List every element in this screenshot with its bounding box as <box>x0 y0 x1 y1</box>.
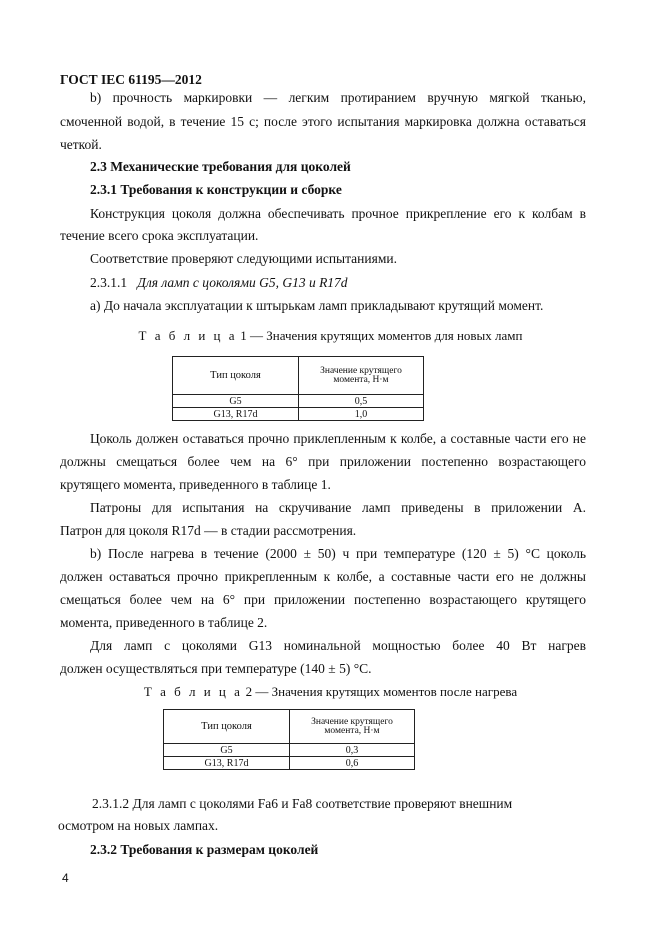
table-row <box>164 744 415 757</box>
paragraph-line: должен осуществляться при температуре (140 ± 5) °С. <box>60 661 372 676</box>
page-number: 4 <box>62 871 69 885</box>
paragraph-line: смещаться более чем на 6° при приложении постепенно возрастающего крутящего <box>60 592 586 607</box>
paragraph-line: b) прочность маркировки — легким протиранием вручную мягкой тканью, <box>90 90 586 105</box>
table1-header-value: Значение крутящего момента, Н·м <box>299 357 424 395</box>
clause-number: 2.3.1.1 <box>90 275 128 290</box>
table-row <box>173 408 424 421</box>
paragraph-line: Для ламп с цоколями G13 номинальной мощностью более 40 Вт нагрев <box>90 638 586 653</box>
paragraph-line: Соответствие проверяют следующими испытаниями. <box>90 251 397 266</box>
paragraph-line: должны смещаться более чем на 6° при приложении постепенно возрастающего <box>60 454 586 469</box>
table2 <box>163 709 415 770</box>
table2-cell-value: 0,3 <box>290 744 415 757</box>
table2-label: Т а б л и ц а <box>143 684 243 699</box>
table-row <box>173 395 424 408</box>
paragraph-line: смоченной водой, в течение 15 с; после этого испытания маркировка должна оставаться <box>60 114 586 129</box>
table2-title <box>0 684 661 700</box>
table1-header-type: Тип цоколя <box>173 357 299 395</box>
table1-label: Т а б л и ц а <box>138 328 238 343</box>
paragraph-line: 2.3.1.2 Для ламп с цоколями Fa6 и Fa8 соответствие проверяют внешним <box>92 796 513 811</box>
paragraph-line: осмотром на новых лампах. <box>58 818 219 833</box>
paragraph-line: должен оставаться прочно прикрепленным к колбе, а составные части его не должны <box>60 569 586 584</box>
paragraph-line: четкой. <box>60 137 102 152</box>
table2-cell-value: 0,6 <box>290 757 415 770</box>
clause-heading <box>90 274 586 292</box>
paragraph-line: Цоколь должен оставаться прочно приклепленным к колбе, а составные части его не <box>90 431 586 446</box>
table1-cell-type: G5 <box>173 395 299 408</box>
table1-cell-value: 0,5 <box>299 395 424 408</box>
table-row <box>164 757 415 770</box>
paragraph-line: b) После нагрева в течение (2000 ± 50) ч при температуре (120 ± 5) °С цоколь <box>90 546 586 561</box>
paragraph-line: течение всего срока эксплуатации. <box>60 228 259 243</box>
table1-title <box>0 328 661 344</box>
table1 <box>172 356 424 421</box>
table1-cell-value: 1,0 <box>299 408 424 421</box>
table2-caption: 2 — Значения крутящих моментов после нагрева <box>242 684 518 699</box>
table1-caption: 1 — Значения крутящих моментов для новых ламп <box>237 328 523 343</box>
subsection-heading: 2.3.1 Требования к конструкции и сборке <box>90 182 342 197</box>
paragraph-line: момента, приведенного в таблице 2. <box>60 615 268 630</box>
table2-header-value: Значение крутящего момента, Н·м <box>290 710 415 744</box>
section-heading: 2.3 Механические требования для цоколей <box>90 159 351 174</box>
table1-cell-type: G13, R17d <box>173 408 299 421</box>
table2-cell-type: G13, R17d <box>164 757 290 770</box>
table2-header-type: Тип цоколя <box>164 710 290 744</box>
paragraph-line: Патроны для испытания на скручивание ламп приведены в приложении А. <box>90 500 586 515</box>
document-id: ГОСТ IEC 61195—2012 <box>60 72 202 87</box>
paragraph-line: крутящего момента, приведенного в таблице 1. <box>60 477 331 492</box>
paragraph-line: а) До начала эксплуатации к штырькам ламп прикладывают крутящий момент. <box>90 298 544 313</box>
table2-cell-type: G5 <box>164 744 290 757</box>
paragraph-line: Конструкция цоколя должна обеспечивать прочное прикрепление его к колбам в <box>90 206 586 221</box>
clause-title: Для ламп с цоколями G5, G13 и R17d <box>137 275 348 290</box>
subsection-heading: 2.3.2 Требования к размерам цоколей <box>90 842 319 857</box>
paragraph-line: Патрон для цоколя R17d — в стадии рассмотрения. <box>60 523 357 538</box>
